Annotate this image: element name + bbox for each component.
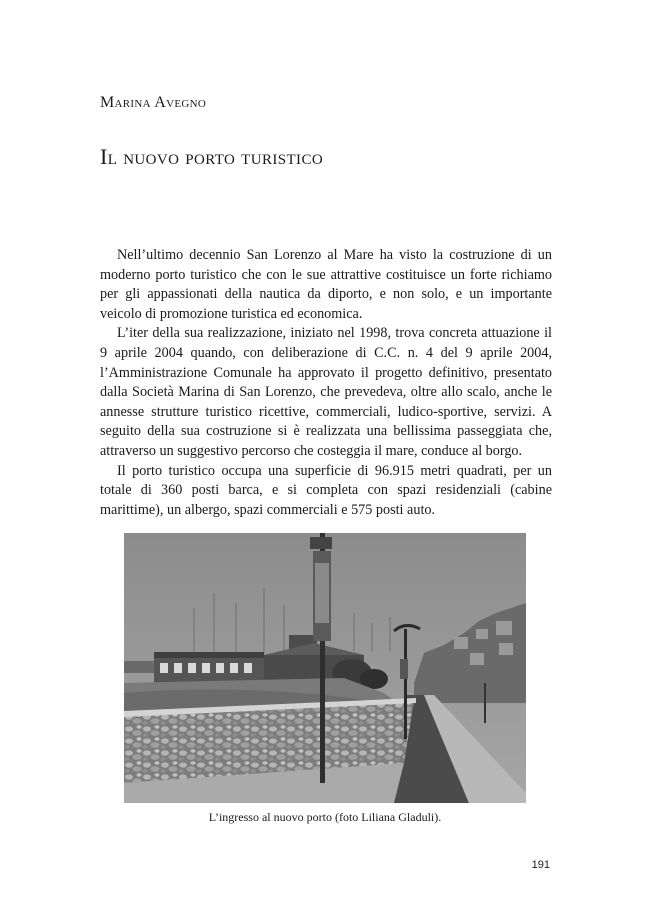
paragraph-3: Il porto turistico occupa una superficie di 96.915 metri quadrati, per un totale di 360 posti barca, e si completa con spazi residenziali (cabine marittime), un albergo, spazi commerciali e 575 posti auto. [100, 462, 552, 518]
page-number: 191 [531, 859, 550, 871]
author-name: Marina Avegno [100, 94, 207, 111]
harbor-entrance-photo [124, 533, 526, 803]
paragraph-2: L’iter della sua realizzazione, iniziato nel 1998, trova concreta attuazione il 9 aprile 2004 quando, con deliberazione di C.C. n. 4 del 9 aprile 2004, l’Amministrazione Comunale ha approvato il progetto definitivo, presentato dalla Società Marina di San Lorenzo, che prevedeva, oltre allo scalo, anche le annesse strutture turistico ricettive, commerciali, ludico-sportive, servizi. A seguito della sua costruzione si è realizzata una bellissima passeggiata che, attraverso un suggestivo percorso che costeggia il mare, conduce al borgo. [100, 325, 552, 459]
paragraph-1: Nell’ultimo decennio San Lorenzo al Mare ha visto la costruzione di un moderno porto turistico che con le sue attrattive costituisce un forte richiamo per gli appassionati della nautica da diporto, e non solo, e un importante veicolo di promozione turistica ed economica. [100, 247, 552, 322]
photo-caption: L’ingresso al nuovo porto (foto Liliana Gladuli). [208, 810, 442, 824]
body-text [100, 246, 552, 520]
chapter-title: Il nuovo porto turistico [100, 144, 324, 169]
